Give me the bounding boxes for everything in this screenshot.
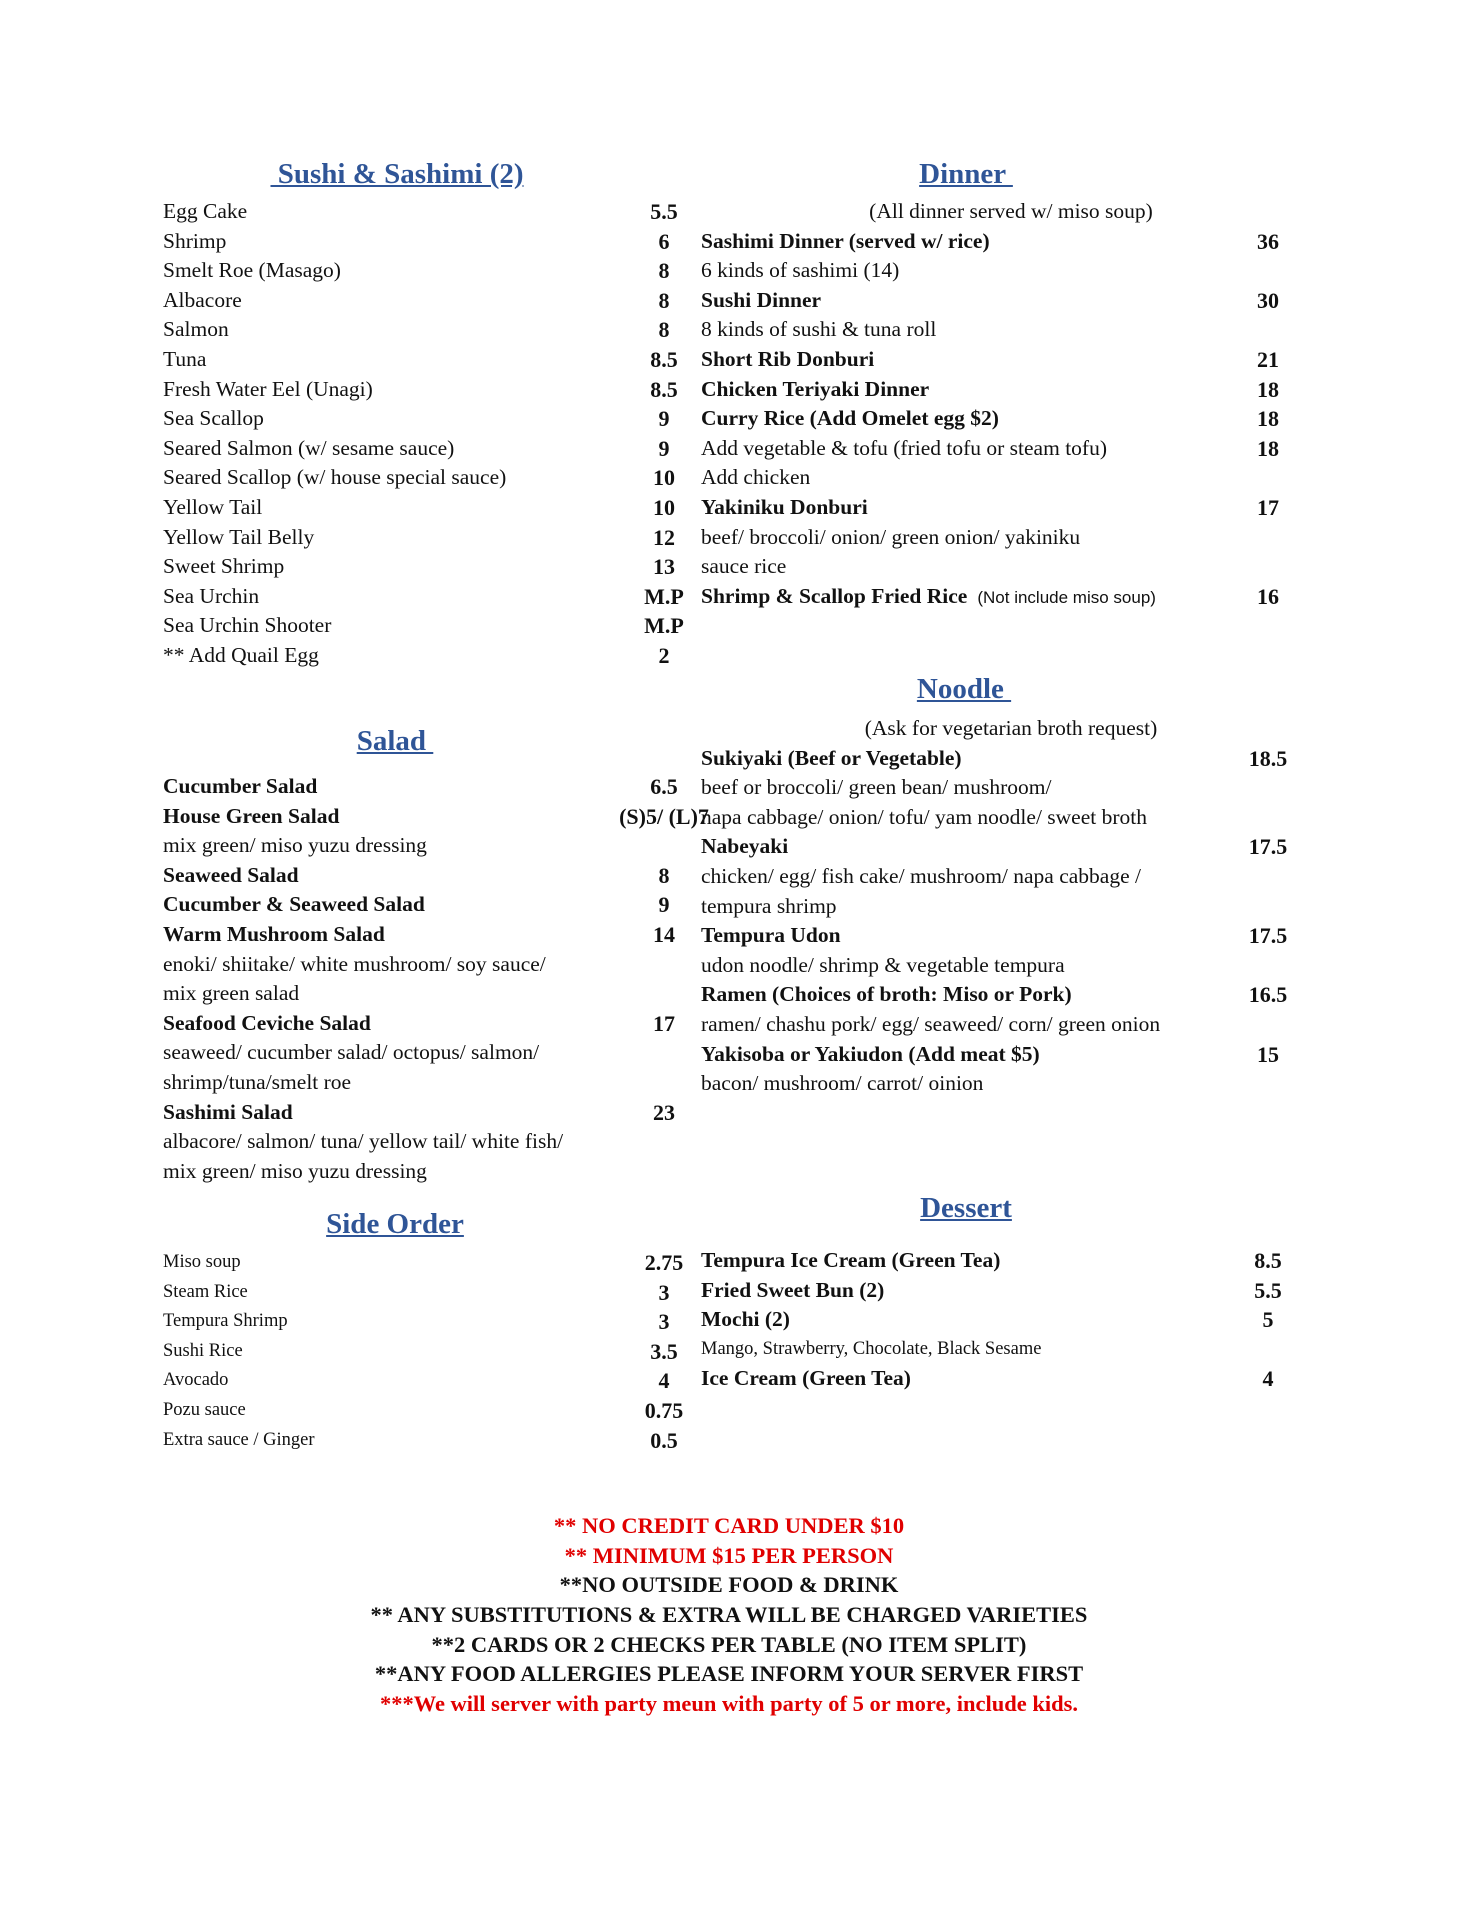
- menu-item-price: 9: [658, 892, 670, 918]
- menu-item: [701, 773, 1321, 803]
- menu-item: [701, 582, 1321, 612]
- menu-item-name: Warm Mushroom Salad: [163, 921, 385, 946]
- menu-item: [701, 1276, 1321, 1306]
- menu-item-price: 30: [1257, 287, 1279, 313]
- menu-item-name: seaweed/ cucumber salad/ octopus/ salmon/: [163, 1040, 540, 1065]
- menu-item: [163, 523, 723, 553]
- menu-item-name: (All dinner served w/ miso soup): [869, 199, 1153, 223]
- menu-item: [701, 951, 1321, 981]
- menu-item-name: Yellow Tail Belly: [163, 524, 315, 549]
- menu-item: [163, 1127, 723, 1157]
- policy-line: **2 CARDS OR 2 CHECKS PER TABLE (NO ITEM SPLIT): [431, 1631, 1027, 1657]
- menu-item-price: 17.5: [1248, 834, 1288, 860]
- menu-item: [163, 950, 723, 980]
- menu-item-name: Sea Urchin Shooter: [163, 613, 332, 638]
- menu-item-price: 9: [658, 435, 670, 461]
- menu-item: [163, 1396, 723, 1426]
- menu-item-price: 17: [653, 1010, 675, 1036]
- menu-item-name: Ramen (Choices of broth: Miso or Pork): [701, 982, 1072, 1007]
- menu-item: [163, 802, 723, 832]
- menu-item-name: shrimp/tuna/smelt roe: [163, 1069, 352, 1094]
- menu-item: [163, 552, 723, 582]
- menu-item: [163, 493, 723, 523]
- menu-item-price: 8.5: [650, 376, 678, 402]
- menu-item-name: Tempura Udon: [701, 923, 841, 948]
- menu-item-price: 8: [658, 862, 670, 888]
- menu-item: [163, 375, 723, 405]
- menu-item-price: 2: [658, 642, 670, 668]
- menu-item-name: beef or broccoli/ green bean/ mushroom/: [701, 775, 1052, 800]
- noodle-heading: Noodle: [916, 673, 1012, 705]
- menu-item: [163, 831, 723, 861]
- menu-item: [163, 1307, 723, 1337]
- menu-item-name: Cucumber & Seaweed Salad: [163, 892, 425, 917]
- menu-item: [701, 714, 1321, 744]
- side-order-heading: Side Order: [326, 1208, 464, 1240]
- policy-line: ** NO CREDIT CARD UNDER $10: [553, 1513, 905, 1538]
- menu-item-name: Chicken Teriyaki Dinner: [701, 376, 930, 401]
- menu-item: [163, 256, 723, 286]
- menu-item-price: 8.5: [1254, 1248, 1282, 1273]
- menu-item: [701, 1335, 1321, 1365]
- menu-item-name: bacon/ mushroom/ carrot/ oinion: [701, 1071, 984, 1096]
- menu-item-name: napa cabbage/ onion/ tofu/ yam noodle/ sweet broth: [701, 804, 1147, 829]
- dinner-list: [701, 197, 1321, 611]
- menu-item-name: beef/ broccoli/ onion/ green onion/ yakiniku: [701, 524, 1081, 549]
- menu-item: [163, 1278, 723, 1308]
- menu-item-name: Seaweed Salad: [163, 862, 299, 887]
- menu-item: [701, 980, 1321, 1010]
- menu-item-price: 18: [1257, 376, 1279, 402]
- menu-item: [701, 197, 1321, 227]
- menu-item-name: Mochi (2): [701, 1307, 790, 1332]
- menu-item-name: enoki/ shiitake/ white mushroom/ soy sauce/: [163, 951, 546, 976]
- policy-line: ** MINIMUM $15 PER PERSON: [564, 1542, 894, 1568]
- menu-item-name: Steam Rice: [163, 1281, 248, 1302]
- menu-item: [701, 375, 1321, 405]
- menu-item: [701, 921, 1321, 951]
- menu-item-name: Fried Sweet Bun (2): [701, 1277, 885, 1302]
- menu-item-price: 16.5: [1248, 982, 1288, 1008]
- menu-item-name: Pozu sauce: [163, 1399, 246, 1420]
- menu-item-name: Seafood Ceviche Salad: [163, 1010, 371, 1035]
- menu-item: [701, 1069, 1321, 1099]
- policy-line: ** ANY SUBSTITUTIONS & EXTRA WILL BE CHARGED VARIETIES: [370, 1602, 1088, 1628]
- menu-item-name: Shrimp: [163, 228, 227, 253]
- menu-item: [163, 641, 723, 671]
- menu-item: [163, 1426, 723, 1456]
- menu-item-name: 8 kinds of sushi & tuna roll: [701, 317, 937, 342]
- menu-item: [163, 286, 723, 316]
- menu-item-price: 10: [653, 465, 675, 491]
- menu-item-name: Salmon: [163, 317, 229, 342]
- menu-item-price: 8: [658, 258, 670, 284]
- menu-item-price: 0.75: [644, 1397, 684, 1423]
- menu-item-price: 5.5: [1254, 1277, 1282, 1303]
- menu-item-name: Short Rib Donburi: [701, 346, 875, 371]
- menu-item-name: Cucumber Salad: [163, 774, 318, 798]
- menu-item-name: Curry Rice (Add Omelet egg $2): [701, 406, 999, 431]
- menu-item-price: 18: [1257, 406, 1279, 432]
- menu-item-price: 17.5: [1248, 923, 1288, 949]
- menu-item: [701, 404, 1321, 434]
- dessert-heading: Dessert: [920, 1192, 1012, 1224]
- menu-item-name: Sashimi Dinner (served w/ rice): [701, 228, 990, 253]
- menu-item: [701, 345, 1321, 375]
- menu-item-name: Sea Urchin: [163, 583, 260, 608]
- menu-item-name: Yakisoba or Yakiudon (Add meat $5): [701, 1041, 1040, 1066]
- menu-item-price: 9: [658, 406, 670, 432]
- menu-item-price: 4: [658, 1368, 670, 1394]
- menu-item-price: M.P: [644, 613, 684, 639]
- menu-item: [163, 979, 723, 1009]
- menu-item-name: sauce rice: [701, 554, 787, 579]
- menu-item: [701, 227, 1321, 257]
- menu-item: [163, 404, 723, 434]
- menu-item: [163, 1038, 723, 1068]
- menu-item: [163, 463, 723, 493]
- side-order-list: [163, 1248, 723, 1455]
- menu-item-name: (Ask for vegetarian broth request): [864, 716, 1158, 740]
- menu-item-name: Yakiniku Donburi: [701, 494, 868, 519]
- menu-item: [163, 861, 723, 891]
- policy-line: ***We will server with party meun with party of 5 or more, include kids.: [379, 1691, 1079, 1717]
- menu-item: [163, 315, 723, 345]
- menu-item-name: 6 kinds of sashimi (14): [701, 258, 900, 283]
- menu-item: [163, 1366, 723, 1396]
- menu-item-name: Avocado: [163, 1370, 229, 1391]
- menu-item-name: Ice Cream (Green Tea): [701, 1366, 911, 1391]
- menu-item: [701, 1246, 1321, 1276]
- dessert-list: [701, 1246, 1321, 1394]
- menu-item-price: 15: [1257, 1041, 1279, 1067]
- menu-item: [163, 434, 723, 464]
- menu-item-name: Add chicken: [701, 465, 811, 490]
- menu-item: [701, 1040, 1321, 1070]
- menu-item-name: mix green/ miso yuzu dressing: [163, 1158, 427, 1183]
- menu-item-name: Tuna: [163, 346, 207, 371]
- menu-item: [701, 286, 1321, 316]
- menu-item: [701, 862, 1321, 892]
- menu-item: [163, 890, 723, 920]
- menu-item: [701, 1364, 1321, 1394]
- menu-item-price: 3: [658, 1279, 670, 1305]
- salad-list: [163, 772, 723, 1186]
- menu-item: [701, 315, 1321, 345]
- menu-item-name: Egg Cake: [163, 199, 248, 223]
- policy-notices: [0, 1511, 1458, 1719]
- menu-item: [701, 493, 1321, 523]
- menu-item: [701, 256, 1321, 286]
- menu-item-name: tempura shrimp: [701, 893, 837, 918]
- menu-item-name: Sweet Shrimp: [163, 554, 285, 579]
- menu-item-price: 6.5: [650, 774, 678, 799]
- noodle-list: [701, 714, 1321, 1099]
- menu-item: [701, 744, 1321, 774]
- menu-item-price: 5: [1262, 1307, 1274, 1333]
- menu-item-price: 18: [1257, 435, 1279, 461]
- menu-item-price: M.P: [644, 583, 684, 609]
- menu-item: [163, 1337, 723, 1367]
- menu-item: [701, 892, 1321, 922]
- menu-item-name: Sushi Rice: [163, 1340, 243, 1361]
- menu-item-price: 17: [1257, 494, 1279, 520]
- menu-item-price: 3.5: [650, 1338, 678, 1364]
- dinner-heading: Dinner: [919, 158, 1013, 190]
- menu-item: [701, 1305, 1321, 1335]
- menu-item-name: Sea Scallop: [163, 406, 264, 431]
- menu-item-name: Yellow Tail: [163, 494, 263, 519]
- menu-item: [701, 832, 1321, 862]
- menu-item-price: 2.75: [644, 1250, 684, 1275]
- menu-item-price: 4: [1262, 1366, 1274, 1392]
- menu-item: [701, 434, 1321, 464]
- menu-item-name: udon noodle/ shrimp & vegetable tempura: [701, 952, 1065, 977]
- menu-item-name: ramen/ chashu pork/ egg/ seaweed/ corn/ green onion: [701, 1011, 1161, 1036]
- menu-item-price: 18.5: [1248, 745, 1288, 771]
- menu-item-name: Shrimp & Scallop Fried Rice: [701, 583, 968, 608]
- menu-item: [163, 772, 723, 802]
- menu-item-price: 12: [653, 524, 675, 550]
- menu-item-name: Tempura Ice Cream (Green Tea): [701, 1248, 1001, 1272]
- menu-item-name: Fresh Water Eel (Unagi): [163, 376, 373, 401]
- menu-item-name: albacore/ salmon/ tuna/ yellow tail/ white fish/: [163, 1129, 564, 1154]
- menu-item-name: Add vegetable & tofu (fried tofu or steam tofu): [701, 435, 1107, 460]
- menu-item-price: 23: [653, 1099, 675, 1125]
- menu-item: [163, 345, 723, 375]
- menu-item-name: Sukiyaki (Beef or Vegetable): [701, 745, 962, 770]
- menu-item-name: Tempura Shrimp: [163, 1311, 288, 1332]
- menu-item-name: Mango, Strawberry, Chocolate, Black Sesame: [701, 1338, 1042, 1359]
- menu-item-name: ** Add Quail Egg: [163, 642, 319, 667]
- menu-item-price: 14: [653, 921, 675, 947]
- policy-line: **ANY FOOD ALLERGIES PLEASE INFORM YOUR SERVER FIRST: [374, 1661, 1084, 1687]
- menu-item: [163, 197, 723, 227]
- policy-line: **NO OUTSIDE FOOD & DRINK: [559, 1572, 899, 1598]
- menu-item-name: Extra sauce / Ginger: [163, 1429, 315, 1450]
- menu-item: [701, 463, 1321, 493]
- sushi-sashimi-list: [163, 197, 723, 671]
- menu-item-price: 13: [653, 554, 675, 580]
- sushi-sashimi-heading: Sushi & Sashimi (2): [270, 158, 524, 190]
- menu-item: [163, 1098, 723, 1128]
- menu-item: [163, 611, 723, 641]
- menu-item-price: 8.5: [650, 346, 678, 372]
- menu-item: [701, 523, 1321, 553]
- menu-item: [163, 582, 723, 612]
- menu-item: [163, 1157, 723, 1187]
- menu-item: [701, 803, 1321, 833]
- menu-item: [163, 1248, 723, 1278]
- menu-item-name: Sushi Dinner: [701, 287, 822, 312]
- menu-item-note: (Not include miso soup): [977, 587, 1156, 607]
- menu-item-price: 10: [653, 494, 675, 520]
- menu-item-price: 8: [658, 317, 670, 343]
- menu-item-price: 16: [1257, 583, 1279, 609]
- menu-item: [163, 920, 723, 950]
- menu-item-price: 6: [658, 228, 670, 254]
- menu-item-price: 5.5: [650, 199, 678, 224]
- menu-item-name: mix green salad: [163, 981, 300, 1006]
- salad-heading: Salad: [356, 725, 434, 757]
- menu-item-price: 8: [658, 287, 670, 313]
- menu-item-name: Seared Salmon (w/ sesame sauce): [163, 435, 455, 460]
- menu-item-name: mix green/ miso yuzu dressing: [163, 833, 427, 858]
- menu-item-name: Albacore: [163, 287, 242, 312]
- menu-item-price: 0.5: [650, 1427, 678, 1453]
- menu-item-price: 36: [1257, 228, 1279, 254]
- menu-item: [701, 1010, 1321, 1040]
- menu-item: [163, 227, 723, 257]
- menu-item-name: Smelt Roe (Masago): [163, 258, 341, 283]
- menu-item-price: 21: [1257, 346, 1279, 372]
- menu-item-name: Nabeyaki: [701, 834, 789, 859]
- menu-item-price: 3: [658, 1309, 670, 1335]
- menu-item: [163, 1009, 723, 1039]
- menu-item-name: Sashimi Salad: [163, 1099, 293, 1124]
- menu-item: [163, 1068, 723, 1098]
- menu-item-name: Seared Scallop (w/ house special sauce): [163, 465, 507, 490]
- menu-item-name: Miso soup: [163, 1252, 241, 1272]
- menu-item-name: chicken/ egg/ fish cake/ mushroom/ napa cabbage /: [701, 863, 1141, 888]
- menu-item: [701, 552, 1321, 582]
- menu-item-name: House Green Salad: [163, 803, 340, 828]
- menu-item-price: (S)5/ (L)7: [619, 803, 709, 829]
